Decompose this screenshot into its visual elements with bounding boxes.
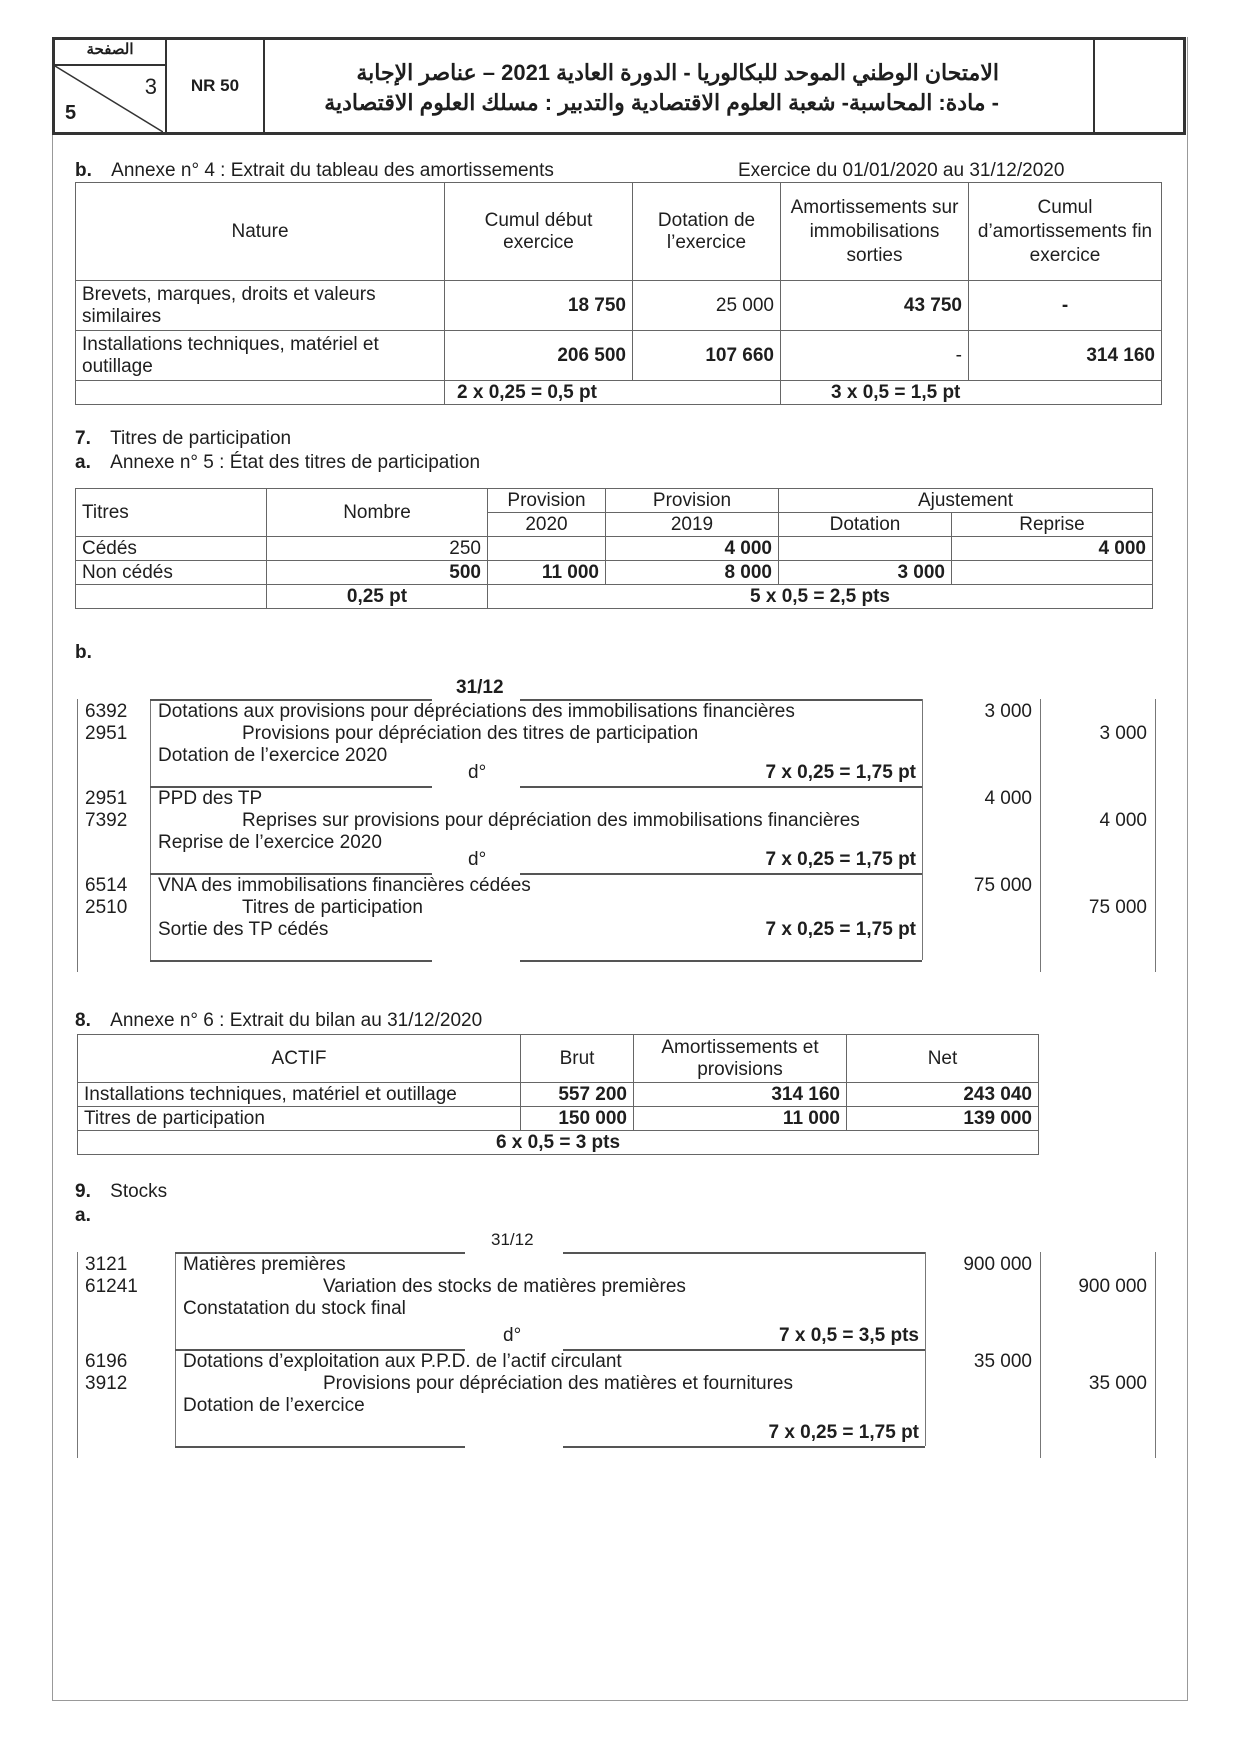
section-title: Stocks	[110, 1181, 168, 1202]
section-7a-heading	[75, 452, 480, 474]
section-letter: a.	[75, 452, 91, 473]
table-row	[78, 1083, 1039, 1107]
credit-label: Titres de participation	[242, 897, 423, 918]
section-title: Annexe n° 6 : Extrait du bilan au 31/12/2020	[110, 1010, 483, 1031]
exam-title	[265, 40, 1095, 132]
table-row	[76, 537, 1153, 561]
entry-score: 7 x 0,25 = 1,75 pt	[765, 849, 916, 870]
debit-amount: 900 000	[963, 1254, 1032, 1275]
col-header-brut: Brut	[521, 1035, 634, 1083]
col-header-dotation: Dotation de l’exercice	[633, 183, 781, 281]
amortization-table	[75, 182, 1162, 405]
section-number: 8.	[75, 1010, 91, 1031]
col-header-net: Net	[847, 1035, 1039, 1083]
entry-description: Reprise de l’exercice 2020	[158, 832, 382, 853]
exam-title-line1: الامتحان الوطني الموحد للبكالوريا - الدورة العادية 2021 – عناصر الإجابة	[356, 60, 999, 85]
ditto-mark: d°	[468, 849, 487, 870]
cell-net: 243 040	[847, 1083, 1039, 1107]
entry-description: Dotation de l’exercice	[183, 1395, 365, 1416]
cell-titres: Cédés	[76, 537, 267, 561]
section-letter: b.	[75, 160, 92, 181]
credit-amount: 35 000	[1088, 1373, 1147, 1394]
table-row	[78, 1107, 1039, 1131]
col-header-provision: Provision	[606, 489, 779, 513]
score: 6 x 0,5 = 3 pts	[78, 1131, 1039, 1155]
journal-separator	[520, 786, 922, 788]
debit-label: Dotations aux provisions pour dépréciations des immobilisations financières	[158, 701, 795, 722]
section-number: 9.	[75, 1181, 91, 1202]
credit-amount: 900 000	[1078, 1276, 1147, 1297]
page-label: الصفحة	[55, 40, 165, 66]
cell-nombre: 500	[267, 561, 488, 585]
balance-sheet-table	[77, 1034, 1039, 1155]
debit-amount: 4 000	[984, 788, 1032, 809]
entry-score: 7 x 0,25 = 1,75 pt	[768, 1422, 919, 1443]
section-6b-heading	[75, 160, 554, 182]
credit-account: 2510	[85, 897, 128, 918]
cell-dotation: 25 000	[633, 281, 781, 331]
cell-brut: 557 200	[521, 1083, 634, 1107]
ditto-mark: d°	[503, 1325, 522, 1346]
entry-score: 7 x 0,25 = 1,75 pt	[765, 762, 916, 783]
journal-amount-divider	[1040, 699, 1041, 972]
cell-cumul-debut: 18 750	[445, 281, 633, 331]
exercise-period: Exercice du 01/01/2020 au 31/12/2020	[738, 160, 1065, 181]
debit-label: Dotations d’exploitation aux P.P.D. de l’actif circulant	[183, 1351, 622, 1372]
table-row	[76, 561, 1153, 585]
entry-score: 7 x 0,5 = 3,5 pts	[779, 1325, 919, 1346]
col-header-ajustement: Ajustement	[779, 489, 1153, 513]
journal-separator	[175, 1446, 465, 1448]
journal-separator	[520, 873, 922, 875]
score-row	[76, 381, 1162, 405]
exam-code: NR 50	[167, 40, 265, 132]
section-title: Titres de participation	[110, 428, 292, 449]
exam-header	[52, 37, 1186, 135]
section-8-heading	[75, 1010, 482, 1032]
cell-cumul-fin: 314 160	[969, 331, 1162, 381]
journal-date: 31/12	[491, 1230, 534, 1249]
page-current: 3	[144, 74, 157, 99]
cell-prov2019: 4 000	[606, 537, 779, 561]
page-number-box	[55, 40, 167, 132]
credit-amount: 75 000	[1088, 897, 1147, 918]
journal-left-border	[77, 699, 78, 972]
debit-account: 6196	[85, 1351, 128, 1372]
score-row	[76, 585, 1153, 609]
cell-net: 139 000	[847, 1107, 1039, 1131]
debit-amount: 3 000	[984, 701, 1032, 722]
section-9a-letter: a.	[75, 1205, 91, 1226]
cell-nombre: 250	[267, 537, 488, 561]
credit-account: 3912	[85, 1373, 128, 1394]
debit-amount: 75 000	[973, 875, 1032, 896]
section-title: Annexe n° 4 : Extrait du tableau des amortissements	[111, 160, 554, 181]
score-left: 0,25 pt	[267, 585, 488, 609]
header-empty-cell	[1095, 40, 1183, 132]
exam-title-line2: - مادة: المحاسبة- شعبة العلوم الاقتصادية والتدبير : مسلك العلوم الاقتصادية	[324, 90, 999, 115]
empty-cell	[76, 381, 445, 405]
cell-prov2020	[488, 537, 606, 561]
cell-sorties: 43 750	[781, 281, 969, 331]
empty-cell	[76, 585, 267, 609]
journal-date: 31/12	[456, 677, 504, 698]
credit-label: Provisions pour dépréciation des titres de participation	[242, 723, 699, 744]
cell-reprise	[952, 561, 1153, 585]
credit-label: Reprises sur provisions pour dépréciation des immobilisations financières	[242, 810, 860, 831]
table-row	[76, 281, 1162, 331]
cell-nature: Installations techniques, matériel et outillage	[76, 331, 445, 381]
journal-box-right	[925, 1252, 926, 1446]
cell-amort: 11 000	[634, 1107, 847, 1131]
entry-score: 7 x 0,25 = 1,75 pt	[765, 919, 916, 940]
col-header-actif: ACTIF	[78, 1035, 521, 1083]
debit-account: 2951	[85, 788, 128, 809]
debit-label: VNA des immobilisations financières cédées	[158, 875, 531, 896]
ditto-mark: d°	[468, 762, 487, 783]
journal-top-line	[563, 1252, 925, 1254]
entry-description: Constatation du stock final	[183, 1298, 406, 1319]
credit-label: Variation des stocks de matières premières	[323, 1276, 686, 1297]
debit-label: PPD des TP	[158, 788, 263, 809]
section-9-heading	[75, 1181, 167, 1203]
journal-separator	[150, 960, 432, 962]
cell-nature: Brevets, marques, droits et valeurs similaires	[76, 281, 445, 331]
entry-description: Sortie des TP cédés	[158, 919, 329, 940]
journal-left-border	[77, 1252, 78, 1458]
cell-cumul-fin: -	[969, 281, 1162, 331]
credit-account: 61241	[85, 1276, 138, 1297]
col-header-sorties: Amortissements sur immobilisations sorties	[781, 183, 969, 281]
score-right: 3 x 0,5 = 1,5 pt	[781, 381, 1162, 405]
col-header-titres: Titres	[76, 489, 267, 537]
cell-prov2020: 11 000	[488, 561, 606, 585]
col-header-cumul-debut: Cumul début exercice	[445, 183, 633, 281]
debit-amount: 35 000	[973, 1351, 1032, 1372]
debit-label: Matières premières	[183, 1254, 346, 1275]
journal-amount-divider	[1040, 1252, 1041, 1458]
debit-account: 3121	[85, 1254, 128, 1275]
cell-actif: Installations techniques, matériel et outillage	[78, 1083, 521, 1107]
col-header-cumul-fin: Cumul d’amortissements fin exercice	[969, 183, 1162, 281]
cell-sorties: -	[781, 331, 969, 381]
credit-account: 7392	[85, 810, 128, 831]
cell-dotation: 107 660	[633, 331, 781, 381]
credit-label: Provisions pour dépréciation des matières et fournitures	[323, 1373, 793, 1394]
journal-box-right	[922, 699, 923, 960]
journal-separator	[563, 1446, 925, 1448]
col-header-dotation: Dotation	[779, 513, 952, 537]
cell-prov2019: 8 000	[606, 561, 779, 585]
col-header-nature: Nature	[76, 183, 445, 281]
journal-right-border	[1155, 1252, 1156, 1458]
cell-brut: 150 000	[521, 1107, 634, 1131]
journal-right-border	[1155, 699, 1156, 972]
credit-amount: 4 000	[1099, 810, 1147, 831]
col-header-2019: 2019	[606, 513, 779, 537]
score-left: 2 x 0,25 = 0,5 pt	[445, 381, 781, 405]
section-title: Annexe n° 5 : État des titres de participation	[110, 452, 481, 473]
journal-separator	[520, 960, 922, 962]
col-header-nombre: Nombre	[267, 489, 488, 537]
col-header-amortissements: Amortissements et provisions	[634, 1035, 847, 1083]
score-right: 5 x 0,5 = 2,5 pts	[488, 585, 1153, 609]
col-header-reprise: Reprise	[952, 513, 1153, 537]
section-number: 7.	[75, 428, 91, 449]
cell-reprise: 4 000	[952, 537, 1153, 561]
page-total: 5	[65, 102, 77, 124]
debit-account: 6392	[85, 701, 128, 722]
cell-dotation: 3 000	[779, 561, 952, 585]
credit-account: 2951	[85, 723, 128, 744]
credit-amount: 3 000	[1099, 723, 1147, 744]
cell-dotation	[779, 537, 952, 561]
cell-amort: 314 160	[634, 1083, 847, 1107]
cell-cumul-debut: 206 500	[445, 331, 633, 381]
col-header-2020: 2020	[488, 513, 606, 537]
cell-titres: Non cédés	[76, 561, 267, 585]
entry-description: Dotation de l’exercice 2020	[158, 745, 388, 766]
journal-box-left	[150, 699, 151, 960]
participation-table	[75, 488, 1153, 609]
section-7b-letter: b.	[75, 642, 92, 663]
score-row	[78, 1131, 1039, 1155]
table-row	[76, 331, 1162, 381]
cell-actif: Titres de participation	[78, 1107, 521, 1131]
col-header-provision: Provision	[488, 489, 606, 513]
debit-account: 6514	[85, 875, 128, 896]
section-7-heading	[75, 428, 291, 450]
